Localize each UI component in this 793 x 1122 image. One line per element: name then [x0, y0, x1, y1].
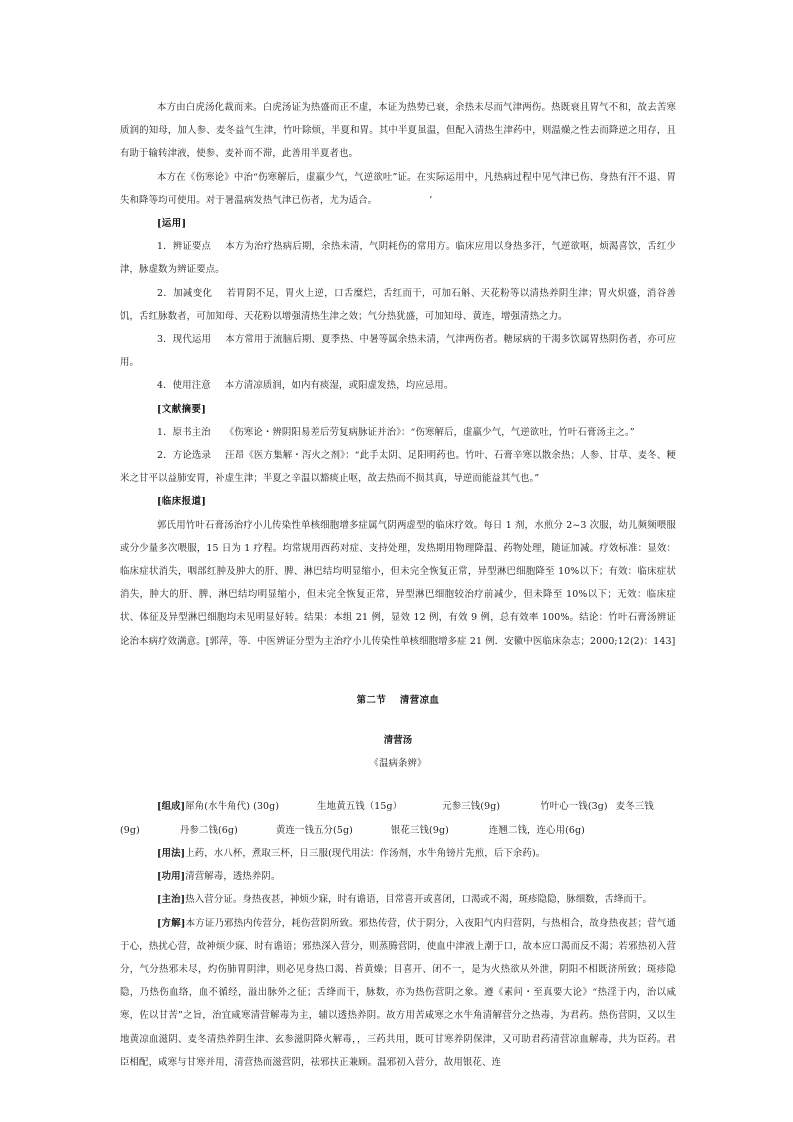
literature-item-1 — [120, 421, 676, 444]
literature-item-1-label: 1．原书主治 — [157, 426, 211, 438]
literature-item-2-text: 汪昂《医方集解・泻火之剂》：“此手太阴、足阳明药也。竹叶、石膏辛寒以散余热；人参、甘草、麦冬、粳米之甘平以益肺安胃，补虚生津；半夏之辛温以豁痰止呕，故去热而不损其真，导逆而能益其气也。” — [120, 450, 676, 485]
usage-item-2-text: 若胃阴不足，胃火上逆，口舌糜烂，舌红而干，可加石斛、天花粉等以清热养阴生津；胃火炽盛，消谷善饥，舌红脉数者，可加知母、天花粉以增强清热生津之效；气分热犹盛，可加知母、黄连，增强清热之力。 — [120, 287, 677, 322]
recipe-analysis — [120, 912, 676, 1074]
usage-item-3 — [120, 328, 676, 374]
usage-item-2 — [120, 282, 676, 328]
literature-item-1-text: 《伤寒论・辨阴阳易差后劳复病脉证并治》：“伤寒解后，虚羸少气，气逆欲吐，竹叶石膏汤主之。” — [224, 426, 635, 438]
analysis-label: [方解] — [157, 917, 186, 929]
ingredients-row-2 — [120, 819, 676, 842]
usage-item-3-text: 本方常用于流脑后期、夏季热、中暑等属余热未清，气津两伤者。糖尿病的干渴多饮属胃热阴伤者，亦可应用。 — [120, 334, 676, 369]
recipe-indication — [120, 888, 676, 911]
indication-label: [主治] — [157, 894, 186, 906]
composition-label: [组成] — [157, 801, 186, 813]
indication-text: 热入营分证。身热夜甚，神烦少寐，时有谵语，目常喜开或喜闭，口渴或不渴，斑疹隐隐，脉细数，舌绛而干。 — [185, 894, 652, 906]
usage-heading: [运用] — [157, 218, 187, 230]
usage-item-1-text: 本方为治疗热病后期，余热未清，气阴耗伤的常用方。临床应用以身热多汗，气逆欲呕，烦渴喜饮，舌红少津，脉虚数为辨证要点。 — [120, 241, 676, 276]
effect-label: [功用] — [157, 871, 186, 883]
ingredient: 生地黄五钱（15g） — [317, 801, 403, 813]
usage-item-4 — [120, 374, 676, 397]
recipe-source: 《温病条辨》 — [369, 758, 427, 770]
usage-item-2-label: 2．加减变化 — [157, 287, 213, 299]
usage-item-4-text: 本方清凉质润，如内有痰湿，或阳虚发热，均应忌用。 — [224, 380, 454, 392]
literature-heading: [文献摘要] — [157, 403, 207, 415]
usage-item-1-label: 1．辨证要点 — [157, 241, 212, 253]
intro-paragraph-2-text: 本方在《伤寒论》中治“伤寒解后，虚羸少气，气逆欲吐”证。在实际运用中，凡热病过程中见气津已伤、身热有汗不退、胃失和降等均可使用。对于暑温病发热气津已伤者，尤为适合。 — [120, 171, 676, 206]
usage-item-3-label: 3．现代运用 — [157, 334, 212, 346]
ingredient: 连翘二钱，连心用(6g) — [488, 824, 585, 836]
literature-item-2 — [120, 444, 676, 490]
intro-paragraph-1: 本方由白虎汤化裁而来。白虎汤证为热盛而正不虚，本证为热势已衰，余热未尽而气津两伤。热既衰且胃气不和，故去苦寒质润的知母，加人参、麦冬益气生津，竹叶除烦，半夏和胃。其中半夏虽温，但配入清热生津药中，则温燥之性去而降逆之用存，且有助于输转津液，使参、麦补而不滞，此善用半夏者也。 — [120, 102, 676, 160]
usage-item-1 — [120, 235, 676, 281]
ingredient: 丹参二钱(6g) — [179, 824, 238, 836]
document-page — [120, 96, 676, 1074]
literature-item-2-label: 2．方论选录 — [157, 450, 212, 462]
ingredient: 元参三钱(9g) — [442, 801, 501, 813]
clinical-heading: [临床报道] — [157, 496, 207, 508]
usage-label: [用法] — [157, 847, 186, 859]
usage-text: 上药，水八杯，煮取三杯，日三服(现代用法：作汤剂，水牛角镑片先煎，后下余药)。 — [185, 847, 546, 859]
ingredient: 犀角(水牛角代) (30g) — [185, 801, 280, 813]
ingredient: 竹叶心一钱(3g) — [540, 801, 608, 813]
clinical-report: 郭氏用竹叶石膏汤治疗小儿传染性单核细胞增多症属气阴两虚型的临床疗效。每日 1 剂，水煎分 2~3 次服，幼儿频频喂服或分少量多次喂服，15 日为 1 疗程。均常规用西药对症、支持处理，发热期用物理降温、药物处理，随证加减。疗效标准：显效：临床症状消失，咽部红肿及肿大的肝、脾、淋巴结均明显缩小，但未完全恢复正常，异型淋巴细胞降至 10%以下；有效：临床症状消失，肿大的肝、脾、淋巴结均明显缩小，但未完全恢复正常，异型淋巴细胞较治疗前减少，但未降至 10%以下；无效：临床症状、体征及异型淋巴细胞均未见明显好转。结果：本组 21 例，显效 12 例，有效 9 例，总有效率 100%。结论：竹叶石膏汤辨证论治本病疗效满意。[郭萍，等．中医辨证分型为主治疗小儿传染性单核细胞增多症 21 例．安徽中医临床杂志；2000;12(2)：143] — [120, 519, 676, 647]
ingredient: 麦冬三钱 — [615, 801, 654, 813]
ingredient: 黄连一钱五分(5g) — [275, 824, 353, 836]
section-title: 第二节 清营凉血 — [356, 694, 440, 706]
recipe-title: 清营汤 — [383, 735, 413, 747]
usage-item-4-label: 4．使用注意 — [157, 380, 211, 392]
ingredient: 银花三钱(9g) — [390, 824, 449, 836]
recipe-usage — [120, 842, 676, 865]
intro-mark: ’ — [429, 194, 433, 206]
recipe-effect — [120, 865, 676, 888]
analysis-text: 本方证乃邪热内传营分，耗伤营阴所致。邪热传营，伏于阴分，入夜阳气内归营阴，与热相合，故身热夜甚；营气通于心，热扰心营，故神烦少寐、时有谵语；邪热深入营分，则蒸腾营阴，使血中津液上潮于口，故本应口渴而反不渴；若邪热初入营分，气分热邪未尽，灼伤肺胃阴津，则必见身热口渴、苔黄燥；目喜开、闭不一，是为火热欲从外泄，阴阳不相既济所致；斑疹隐隐，乃热伤血络，血不循经，溢出脉外之征；舌绛而干，脉数，亦为热伤营阴之象。遵《素问・至真要大论》“热淫于内，治以咸寒，佐以甘苦”之旨，治宜咸寒清营解毒为主，辅以透热养阴。故方用苦咸寒之水牛角清解营分之热毒，为君药。热伤营阴，又以生地黄凉血滋阴、麦冬清热养阴生津、玄参滋阴降火解毒，，三药共用，既可甘寒养阴保津，又可助君药清营凉血解毒，共为臣药。君臣相配，咸寒与甘寒并用，清营热而滋营阴，祛邪扶正兼顾。温邪初入营分，故用银花、连 — [120, 917, 676, 1068]
effect-text: 清营解毒，透热养阴。 — [185, 871, 281, 883]
ingredients-row-1 — [157, 795, 676, 818]
intro-paragraph-2 — [120, 166, 676, 212]
ingredient: (9g) — [120, 824, 140, 836]
recipe-composition — [120, 795, 676, 841]
